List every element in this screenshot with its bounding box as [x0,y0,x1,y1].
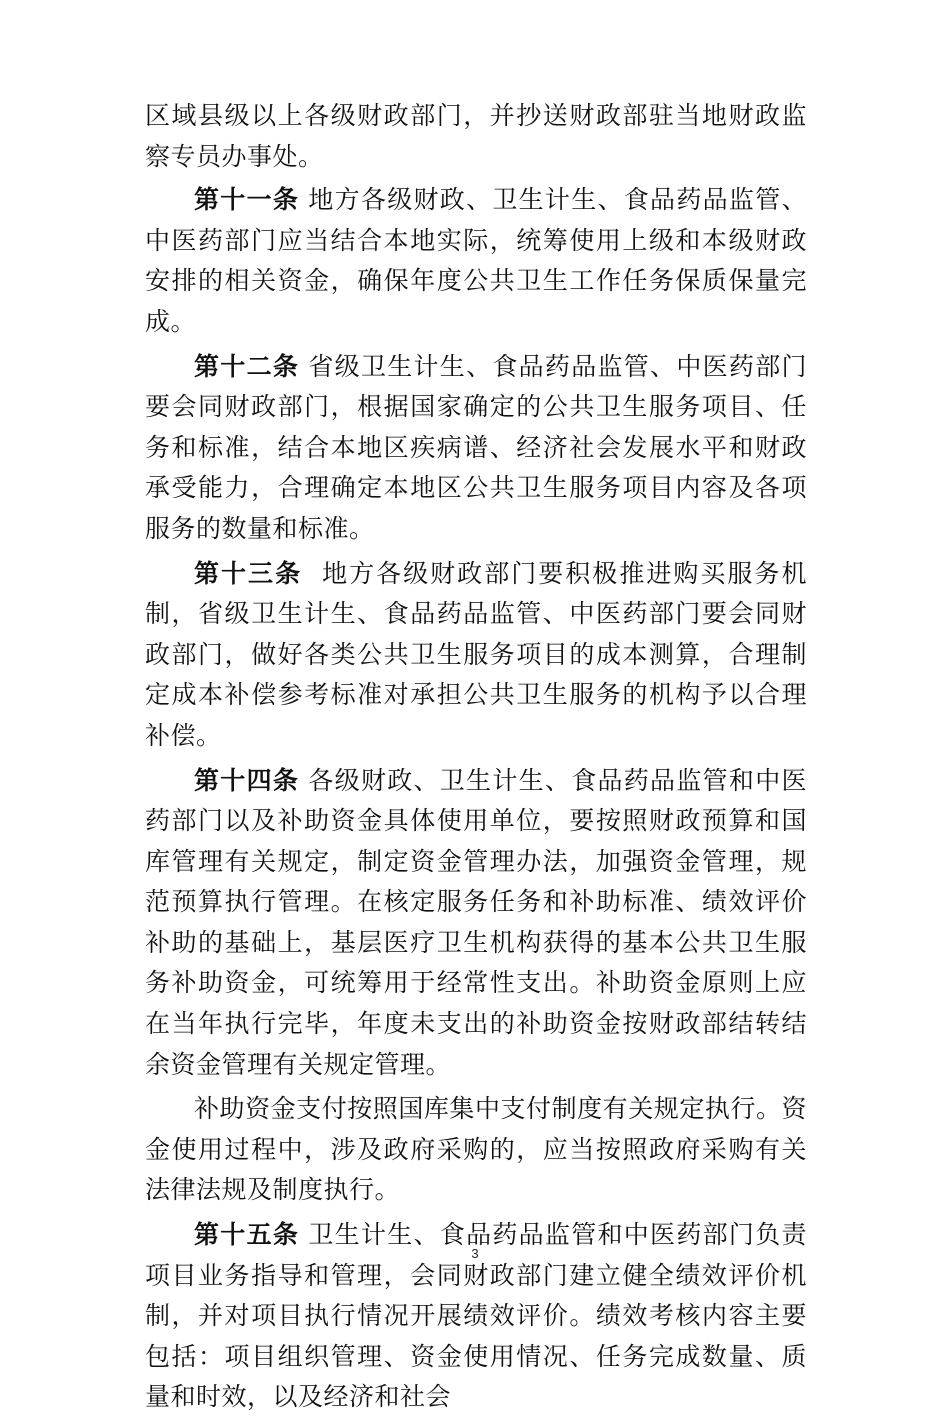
paragraph-text: 地方各级财政、卫生计生、食品药品监管、中医药部门应当结合本地实际，统筹使用上级和本级财政安排的相关资金，确保年度公共卫生工作任务保质保量完成。 [145,185,807,336]
article-11 [145,180,807,342]
article-12 [145,347,807,550]
paragraph-payment [145,1089,807,1211]
article-heading: 第十一条 [194,185,300,215]
page-number: 3 [471,1246,479,1261]
article-14 [145,761,807,1086]
article-heading: 第十三条 [194,558,303,588]
article-heading: 第十四条 [194,765,300,795]
paragraph-text: 各级财政、卫生计生、食品药品监管和中医药部门以及补助资金具体使用单位，要按照财政预算和国库管理有关规定，制定资金管理办法，加强资金管理，规范预算执行管理。在核定服务任务和补助标准、绩效评价补助的基础上，基层医疗卫生机构获得的基本公共卫生服务补助资金，可统筹用于经常性支出。补助资金原则上应在当年执行完毕，年度未支出的补助资金按财政部结转结余资金管理有关规定管理。 [145,765,807,1079]
paragraph-text: 省级卫生计生、食品药品监管、中医药部门要会同财政部门，根据国家确定的公共卫生服务项目、任务和标准，结合本地区疾病谱、经济社会发展水平和财政承受能力，合理确定本地区公共卫生服务项目内容及各项服务的数量和标准。 [145,351,807,543]
paragraph-continuation [145,96,807,177]
article-heading: 第十二条 [194,351,300,381]
document-body [145,96,807,1418]
paragraph-text: 卫生计生、食品药品监管和中医药部门负责项目业务指导和管理，会同财政部门建立健全绩效评价机制，并对项目执行情况开展绩效评价。绩效考核内容主要包括：项目组织管理、资金使用情况、任务完成数量、质量和时效，以及经济和社会 [145,1220,807,1412]
paragraph-text: 地方各级财政部门要积极推进购买服务机制，省级卫生计生、食品药品监管、中医药部门要会同财政部门，做好各类公共卫生服务项目的成本测算，合理制定成本补偿参考标准对承担公共卫生服务的机构予以合理补偿。 [145,558,807,750]
paragraph-text: 区域县级以上各级财政部门，并抄送财政部驻当地财政监察专员办事处。 [145,101,807,171]
article-heading: 第十五条 [194,1220,300,1250]
article-13 [145,554,807,757]
paragraph-text: 补助资金支付按照国库集中支付制度有关规定执行。资金使用过程中，涉及政府采购的，应当按照政府采购有关法律法规及制度执行。 [145,1094,807,1205]
